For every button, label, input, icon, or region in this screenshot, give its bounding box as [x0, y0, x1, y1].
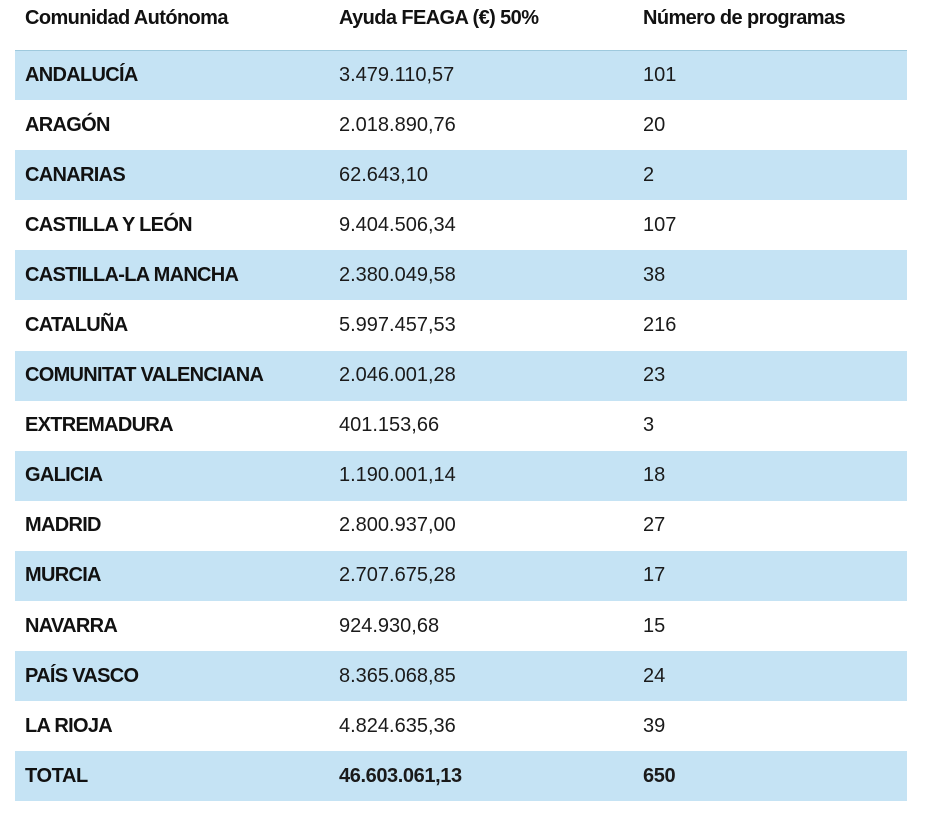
total-row: [15, 751, 907, 801]
table-row: [15, 401, 907, 451]
cell-ayuda: 401.153,66: [339, 414, 440, 437]
cell-programas: 27: [643, 514, 666, 537]
table-row: [15, 601, 907, 651]
cell-comunidad: ANDALUCÍA: [15, 50, 329, 100]
cell-comunidad: CANARIAS: [15, 150, 329, 200]
cell-comunidad: NAVARRA: [25, 614, 118, 637]
cell-programas: 15: [643, 614, 666, 637]
feaga-aid-table: [15, 0, 907, 801]
cell-comunidad: MURCIA: [15, 551, 329, 601]
table-row: [15, 551, 907, 601]
table-row: [15, 100, 907, 150]
table-row: [15, 200, 907, 250]
header-numero-programas: Número de programas: [633, 0, 907, 50]
table-row: [15, 701, 907, 751]
cell-programas: 2: [633, 150, 907, 200]
table-body: [15, 50, 907, 801]
table-row: [15, 250, 907, 300]
cell-ayuda: 62.643,10: [329, 150, 633, 200]
cell-comunidad: PAÍS VASCO: [15, 651, 329, 701]
header-comunidad: Comunidad Autónoma: [15, 0, 329, 50]
cell-ayuda: 2.800.937,00: [339, 514, 456, 537]
total-ayuda: 46.603.061,13: [329, 751, 633, 801]
table-row: [15, 50, 907, 100]
cell-comunidad: EXTREMADURA: [25, 414, 173, 437]
table-row: [15, 351, 907, 401]
cell-comunidad: CASTILLA-LA MANCHA: [15, 250, 329, 300]
cell-programas: 23: [633, 351, 907, 401]
cell-programas: 107: [643, 213, 677, 236]
table-row: [15, 150, 907, 200]
cell-programas: 20: [643, 113, 666, 136]
cell-ayuda: 2.707.675,28: [329, 551, 633, 601]
header-row: [15, 0, 907, 50]
total-programas: 650: [633, 751, 907, 801]
total-label: TOTAL: [15, 751, 329, 801]
cell-programas: 3: [643, 414, 655, 437]
cell-comunidad: CATALUÑA: [25, 314, 128, 337]
cell-ayuda: 8.365.068,85: [329, 651, 633, 701]
cell-programas: 101: [633, 50, 907, 100]
cell-ayuda: 3.479.110,57: [329, 50, 633, 100]
cell-comunidad: ARAGÓN: [25, 113, 110, 136]
cell-ayuda: 2.018.890,76: [339, 113, 456, 136]
cell-ayuda: 2.046.001,28: [329, 351, 633, 401]
table-row: [15, 501, 907, 551]
cell-comunidad: CASTILLA Y LEÓN: [25, 213, 192, 236]
table-header: [15, 0, 907, 50]
cell-comunidad: MADRID: [25, 514, 101, 537]
cell-ayuda: 4.824.635,36: [339, 714, 456, 737]
cell-comunidad: COMUNITAT VALENCIANA: [15, 351, 329, 401]
cell-programas: 18: [633, 451, 907, 501]
cell-ayuda: 5.997.457,53: [339, 314, 456, 337]
cell-programas: 39: [643, 714, 666, 737]
feaga-table-container: [15, 0, 907, 801]
cell-programas: 24: [633, 651, 907, 701]
cell-programas: 38: [633, 250, 907, 300]
table-row: [15, 300, 907, 350]
cell-programas: 216: [643, 314, 677, 337]
cell-comunidad: LA RIOJA: [25, 714, 112, 737]
table-row: [15, 651, 907, 701]
cell-ayuda: 9.404.506,34: [339, 213, 456, 236]
header-ayuda-feaga: Ayuda FEAGA (€) 50%: [329, 0, 633, 50]
cell-programas: 17: [633, 551, 907, 601]
cell-ayuda: 924.930,68: [339, 614, 440, 637]
cell-ayuda: 2.380.049,58: [329, 250, 633, 300]
table-row: [15, 451, 907, 501]
cell-comunidad: GALICIA: [15, 451, 329, 501]
cell-ayuda: 1.190.001,14: [329, 451, 633, 501]
